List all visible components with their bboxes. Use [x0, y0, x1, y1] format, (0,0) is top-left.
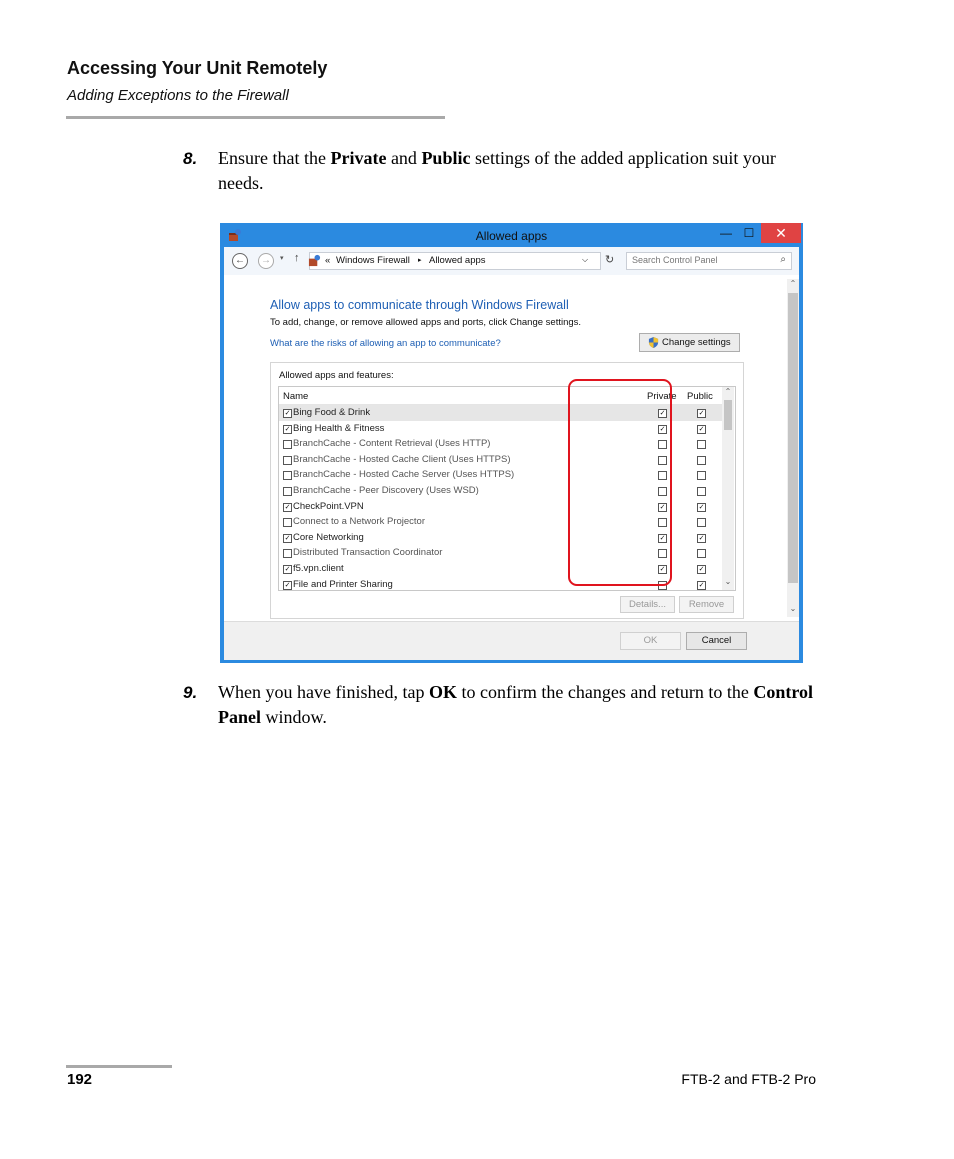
address-bar: [224, 247, 799, 275]
app-name: Core Networking: [293, 531, 364, 543]
search-input[interactable]: [626, 252, 792, 270]
column-private[interactable]: Private: [647, 391, 677, 402]
column-name[interactable]: Name: [283, 391, 309, 402]
up-arrow-icon[interactable]: ↑: [294, 252, 300, 264]
public-checkbox[interactable]: ✓: [698, 566, 705, 573]
breadcrumb-separator-icon: ▸: [418, 257, 422, 264]
content-scroll-thumb[interactable]: [788, 293, 798, 583]
step-text: When you have finished, tap OK to confirm the changes and return to the Control Panel window.: [218, 682, 814, 727]
title-bar: [220, 223, 803, 247]
enable-checkbox[interactable]: [283, 471, 292, 480]
search-placeholder: Search Control Panel: [632, 255, 718, 265]
app-name: BranchCache - Hosted Cache Server (Uses HTTPS): [293, 469, 515, 481]
private-checkbox[interactable]: ✓: [659, 503, 666, 511]
column-public[interactable]: Public: [687, 391, 713, 402]
refresh-icon[interactable]: ↻: [605, 254, 615, 266]
highlight-annotation: [568, 379, 672, 586]
private-checkbox[interactable]: ✓: [659, 410, 666, 417]
breadcrumb-allowed-apps[interactable]: Allowed apps: [429, 255, 486, 266]
breadcrumb[interactable]: [309, 252, 601, 270]
app-name: Distributed Transaction Coordinator: [293, 547, 443, 559]
public-checkbox[interactable]: [697, 549, 706, 558]
step-text: Ensure that the Private and Public settings of the added application suit your needs.: [218, 148, 776, 193]
list-scrollbar[interactable]: [722, 387, 734, 590]
section-subtitle: Adding Exceptions to the Firewall: [67, 87, 289, 104]
public-checkbox[interactable]: [697, 471, 706, 480]
control-panel-icon: [308, 254, 321, 267]
remove-button[interactable]: Remove: [679, 596, 734, 613]
public-checkbox[interactable]: [697, 487, 706, 496]
product-name: FTB-2 and FTB-2 Pro: [681, 1071, 816, 1087]
breadcrumb-overflow[interactable]: «: [325, 255, 331, 266]
window-title: Allowed apps: [475, 229, 548, 243]
enable-checkbox[interactable]: [283, 549, 292, 558]
scroll-up-icon[interactable]: ⌃: [724, 387, 732, 396]
public-checkbox[interactable]: ✓: [698, 534, 705, 542]
content-pane: [224, 275, 799, 621]
enable-checkbox[interactable]: ✓: [284, 410, 291, 417]
content-scroll-up-icon[interactable]: ⌃: [789, 279, 797, 288]
public-checkbox[interactable]: [697, 440, 706, 449]
chapter-title: Accessing Your Unit Remotely: [67, 58, 328, 78]
list-scroll-thumb[interactable]: [724, 400, 732, 430]
back-arrow-icon[interactable]: ←: [232, 253, 248, 269]
maximize-button[interactable]: ☐: [743, 226, 755, 240]
content-scroll-down-icon[interactable]: ⌄: [789, 604, 797, 613]
enable-checkbox[interactable]: [283, 456, 292, 465]
private-checkbox[interactable]: ✓: [659, 425, 666, 433]
recent-chevron-icon[interactable]: ▾: [280, 255, 284, 262]
scroll-down-icon[interactable]: ⌄: [724, 577, 732, 586]
public-checkbox[interactable]: ✓: [698, 410, 705, 417]
public-checkbox[interactable]: ✓: [698, 581, 705, 589]
enable-checkbox[interactable]: [283, 518, 292, 527]
breadcrumb-windows-firewall[interactable]: Windows Firewall: [336, 255, 410, 266]
app-name: BranchCache - Hosted Cache Client (Uses HTTPS): [293, 453, 511, 465]
private-checkbox[interactable]: ✓: [659, 566, 666, 573]
forward-arrow-icon[interactable]: →: [258, 253, 274, 269]
footer-rule: [66, 1065, 172, 1068]
dialog-footer: [224, 621, 799, 660]
list-label: Allowed apps and features:: [279, 370, 394, 381]
public-checkbox[interactable]: ✓: [698, 503, 705, 511]
cancel-button[interactable]: Cancel: [686, 632, 747, 650]
enable-checkbox[interactable]: ✓: [284, 425, 291, 433]
allowed-apps-window: [220, 223, 803, 663]
enable-checkbox[interactable]: [283, 487, 292, 496]
step-number: 9.: [183, 683, 198, 702]
header-rule: [66, 116, 445, 119]
page-heading: Allow apps to communicate through Windows Firewall: [270, 298, 569, 312]
page-number: 192: [67, 1071, 93, 1088]
details-button[interactable]: Details...: [620, 596, 675, 613]
public-checkbox[interactable]: [697, 456, 706, 465]
enable-checkbox[interactable]: ✓: [284, 503, 291, 511]
uac-shield-icon: [648, 337, 659, 348]
app-name: Bing Health & Fitness: [293, 422, 385, 434]
enable-checkbox[interactable]: ✓: [284, 566, 291, 573]
change-settings-label: Change settings: [662, 337, 731, 348]
enable-checkbox[interactable]: ✓: [284, 581, 291, 589]
ok-button[interactable]: OK: [620, 632, 681, 650]
page-description: To add, change, or remove allowed apps and ports, click Change settings.: [270, 317, 582, 328]
enable-checkbox[interactable]: [283, 440, 292, 449]
app-name: CheckPoint.VPN: [293, 500, 364, 512]
app-name: f5.vpn.client: [293, 563, 344, 574]
public-checkbox[interactable]: [697, 518, 706, 527]
app-name: BranchCache - Content Retrieval (Uses HTTP): [293, 438, 491, 450]
app-name: File and Printer Sharing: [293, 578, 393, 590]
enable-checkbox[interactable]: ✓: [284, 534, 291, 542]
app-name: Bing Food & Drink: [293, 407, 371, 418]
content-scrollbar[interactable]: [787, 279, 799, 617]
app-name: BranchCache - Peer Discovery (Uses WSD): [293, 485, 479, 496]
risks-link[interactable]: What are the risks of allowing an app to communicate?: [270, 338, 501, 349]
search-icon[interactable]: ⌕: [780, 254, 786, 265]
dropdown-chevron-icon[interactable]: ⌵: [582, 255, 589, 264]
close-button[interactable]: ✕: [761, 223, 801, 243]
step-number: 8.: [183, 149, 198, 168]
allowed-apps-group: [270, 362, 744, 619]
change-settings-button[interactable]: [639, 333, 740, 352]
private-checkbox[interactable]: ✓: [659, 534, 666, 542]
minimize-button[interactable]: —: [720, 226, 732, 240]
public-checkbox[interactable]: ✓: [698, 425, 705, 433]
app-name: Connect to a Network Projector: [293, 516, 426, 528]
